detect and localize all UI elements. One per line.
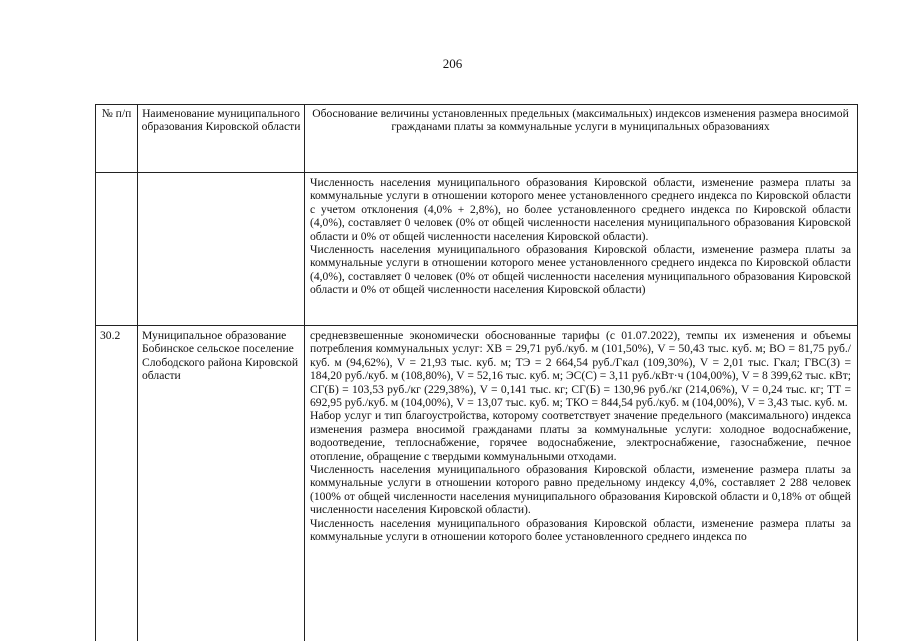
page-number: 206	[442, 56, 463, 71]
row-30-2-text	[310, 329, 851, 544]
row-number: 30.2	[100, 329, 121, 342]
paragraph: Численность населения муниципального образования Кировской области, изменение размера платы за коммунальные услуги в отношении которого менее установленного среднего индекса по Кировской области с учетом отклонения (4,0% + 2,8%), но более установленного среднего индекса по Кировской области (4,0%), составляет 0 человек (0% от общей численности населения муниципального образования Кировской области и 0% от общей численности населения Кировской области).	[310, 176, 851, 243]
header-number: № п/п	[101, 107, 132, 120]
column-divider	[304, 105, 305, 641]
row-divider	[96, 325, 857, 326]
paragraph: Численность населения муниципального образования Кировской области, изменение размера платы за коммунальные услуги в отношении которого равно предельному индексу 4,0%, составляет 2 288 человек (100% от общей численности населения муниципального образования Кировской области и 0,18% от общей численности населения Кировской области).	[310, 463, 851, 517]
paragraph: Численность населения муниципального образования Кировской области, изменение размера платы за коммунальные услуги в отношении которого менее установленного среднего индекса по Кировской области (4,0%), составляет 0 человек (0% от общей численности населения муниципального образования Кировской области и 0% от общей численности населения Кировской области)	[310, 243, 851, 297]
column-divider	[137, 105, 138, 641]
header-municipality-name: Наименование муниципального образования Кировской области	[141, 107, 301, 134]
header-justification: Обоснование величины установленных предельных (максимальных) индексов изменения размера вносимой гражданами платы за коммунальные услуги в муниципальных образованиях	[312, 107, 849, 134]
paragraph: Набор услуг и тип благоустройства, которому соответствует значение предельного (максимального) индекса изменения размера вносимой гражданами платы за коммунальные услуги: холодное водоснабжение, водоотведение, теплоснабжение, горячее водоснабжение, электроснабжение, газоснабжение, печное отопление, обращение с твердыми коммунальными отходами.	[310, 409, 851, 463]
paragraph: средневзвешенные экономически обоснованные тарифы (с 01.07.2022), темпы их изменения и объемы потребления коммунальных услуг: ХВ = 29,71 руб./куб. м (101,50%), V = 50,43 тыс. куб. м; ВО = 81,75 руб./куб. м (94,62%), V = 21,93 тыс. куб. м; ТЭ = 2 664,54 руб./Гкал (109,30%), V = 2,01 тыс. Гкал; ГВС(З) = 184,20 руб./куб. м (108,80%), V = 52,16 тыс. куб. м; ЭС(С) = 3,11 руб./кВт·ч (104,00%), V = 8 399,62 тыс. кВт; СГ(Б) = 103,53 руб./кг (229,38%), V = 0,141 тыс. кг; СГ(Б) = 130,96 руб./кг (214,06%), V = 0,24 тыс. кг; ТТ = 692,95 руб./куб. м (104,00%), V = 13,07 тыс. куб. м; ТКО = 844,54 руб./куб. м (104,00%), V = 3,43 тыс. куб. м.	[310, 329, 851, 410]
municipality-name: Муниципальное образование Бобинское сельское поселение Слободского района Кировской области	[142, 329, 299, 383]
continuation-row-text	[310, 176, 851, 297]
row-divider	[96, 172, 857, 173]
paragraph: Численность населения муниципального образования Кировской области, изменение размера платы за коммунальные услуги в отношении которого более установленного среднего индекса по	[310, 516, 851, 544]
tariff-justification-table	[95, 104, 858, 641]
